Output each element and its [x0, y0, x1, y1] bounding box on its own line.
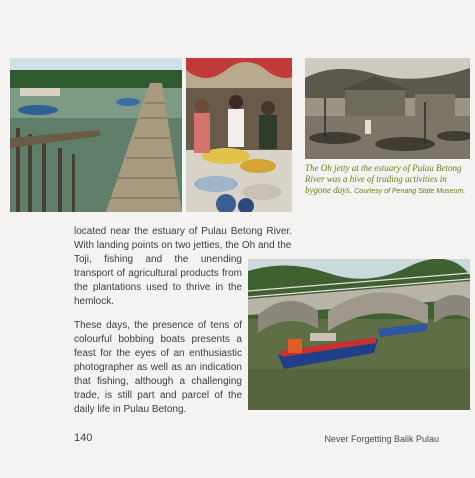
- body-paragraph-1-lead: located near the estuary of Pulau Betong River. With landing points on two jetties, the Oh and the: [74, 226, 292, 251]
- caption-credit: Courtesy of Penang State Museum.: [354, 188, 466, 195]
- jetty-boardwalk-photo: [10, 58, 182, 212]
- body-paragraph-1-continued: Toji, fishing and the unending transport of agricultural products from the plantations used to thrive in the hemlock.: [74, 254, 242, 307]
- caption-text: The Oh jetty at the estuary of Pulau Betong River was a hive of trading activities in bygone days.: [305, 163, 462, 195]
- page-number: 140: [74, 432, 93, 444]
- running-title: Never Forgetting Balik Pulau: [324, 434, 439, 444]
- historical-jetty-photo: [305, 58, 470, 159]
- body-paragraph-2: These days, the presence of tens of colourful bobbing boats presents a feast for the eyes of an enthusiastic photographer as well as an indication that fishing, although a challenging trade, is still part and parcel of the daily life in Pulau Betong.: [74, 320, 242, 415]
- photo-caption: [305, 163, 470, 197]
- market-stall-photo: [186, 58, 292, 212]
- bridge-boats-photo: [248, 259, 470, 410]
